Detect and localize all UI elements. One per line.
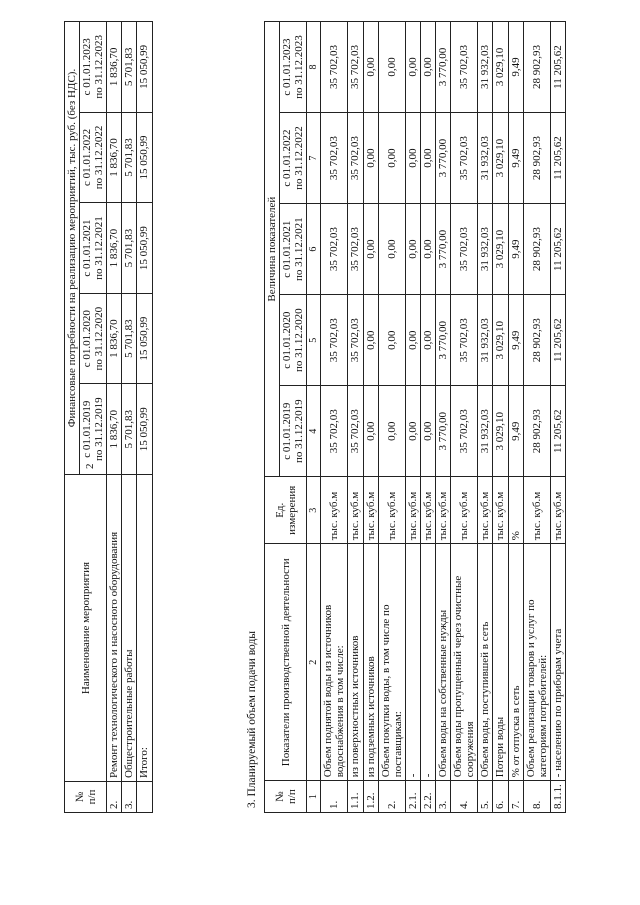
t2-cell-value: 9,49 xyxy=(508,113,523,204)
t2-cell-value: 0,00 xyxy=(420,22,435,113)
t2-row xyxy=(493,22,508,813)
t2-row xyxy=(348,22,363,813)
t2-cell-value: 35 702,03 xyxy=(348,386,363,477)
t2-cell-no: 2. xyxy=(378,781,405,813)
t2-header-no: № п/п xyxy=(265,781,307,813)
t2-cell-value: 3 770,00 xyxy=(436,295,451,386)
t2-cell-value: 0,00 xyxy=(363,22,378,113)
t2-cell-value: 0,00 xyxy=(378,204,405,295)
t1-cell-value: 15 050,99 xyxy=(137,203,152,294)
t2-cell-unit: тыс. куб.м xyxy=(436,477,451,544)
t1-cell-value: 5 701,83 xyxy=(122,293,137,384)
t1-cell-value: 5 701,83 xyxy=(122,203,137,294)
t1-cell-value: 15 050,99 xyxy=(137,293,152,384)
t1-header-financial: Финансовые потребности на реализацию мероприятий, тыс. руб. (без НДС). xyxy=(65,22,80,475)
t2-cell-value: 0,00 xyxy=(363,113,378,204)
t2-row xyxy=(550,22,565,813)
t2-cell-unit: тыс. куб.м xyxy=(405,477,420,544)
t2-cell-value: 3 029,10 xyxy=(493,22,508,113)
t2-cell-value: 3 029,10 xyxy=(493,295,508,386)
t1-cell-no: 3. xyxy=(122,782,137,813)
t1-header-name: Наименование мероприятия xyxy=(65,475,107,782)
t2-cell-value: 3 029,10 xyxy=(493,204,508,295)
t1-period-header: с 01.01.2023 по 31.12.2023 xyxy=(80,22,107,113)
t2-cell-value: 35 702,03 xyxy=(451,386,478,477)
t1-cell-value: 15 050,99 xyxy=(137,112,152,203)
t2-cell-value: 35 702,03 xyxy=(321,22,348,113)
t2-cell-value: 0,00 xyxy=(363,386,378,477)
t2-column-number: 2 xyxy=(307,544,321,781)
t1-row xyxy=(137,22,152,813)
t2-cell-unit: % xyxy=(508,477,523,544)
t1-cell-value: 1 836,70 xyxy=(107,293,122,384)
t2-cell-value: 35 702,03 xyxy=(348,22,363,113)
t2-row xyxy=(405,22,420,813)
t2-period-header: с 01.01.2020 по 31.12.2020 xyxy=(280,295,307,386)
t1-period-header: с 01.01.2020 по 31.12.2020 xyxy=(80,293,107,384)
t2-cell-no: 7. xyxy=(508,781,523,813)
t2-row xyxy=(363,22,378,813)
t2-cell-unit: тыс. куб.м xyxy=(523,477,550,544)
t2-cell-name: из подземных источников xyxy=(363,544,378,781)
t2-cell-value: 28 902,93 xyxy=(523,204,550,295)
page-number: 2 xyxy=(84,463,96,469)
t2-cell-no: 4. xyxy=(451,781,478,813)
t2-cell-name: Потери воды xyxy=(493,544,508,781)
t1-cell-value: 1 836,70 xyxy=(107,112,122,203)
t2-cell-unit: тыс. куб.м xyxy=(363,477,378,544)
t1-cell-value: 1 836,70 xyxy=(107,384,122,475)
t2-header-unit: Ед. измерения xyxy=(265,477,307,544)
t2-cell-name: Объем воды пропущенный через очистные сооружения xyxy=(451,544,478,781)
t2-period-header: с 01.01.2019 по 31.12.2019 xyxy=(280,386,307,477)
t2-cell-value: 28 902,93 xyxy=(523,386,550,477)
t2-cell-value: 3 029,10 xyxy=(493,386,508,477)
t2-cell-name: Объем покупки воды, в том числе по поставщикам: xyxy=(378,544,405,781)
t1-period-header: с 01.01.2022 по 31.12.2022 xyxy=(80,112,107,203)
t2-cell-value: 0,00 xyxy=(363,295,378,386)
t2-cell-value: 9,49 xyxy=(508,22,523,113)
t2-cell-name: Объем реализации товаров и услуг по категориям потребителей: xyxy=(523,544,550,781)
water-supply-table xyxy=(264,21,566,813)
t2-cell-value: 28 902,93 xyxy=(523,113,550,204)
t2-cell-no: 8. xyxy=(523,781,550,813)
t2-cell-value: 35 702,03 xyxy=(321,295,348,386)
t2-row xyxy=(321,22,348,813)
t1-period-header: с 01.01.2021 по 31.12.2021 xyxy=(80,203,107,294)
t2-cell-value: 11 205,62 xyxy=(550,295,565,386)
t2-row xyxy=(451,22,478,813)
t2-cell-value: 11 205,62 xyxy=(550,22,565,113)
t2-cell-value: 3 029,10 xyxy=(493,113,508,204)
t2-cell-value: 3 770,00 xyxy=(436,22,451,113)
t2-row xyxy=(523,22,550,813)
t2-cell-value: 3 770,00 xyxy=(436,204,451,295)
t2-cell-value: 35 702,03 xyxy=(348,113,363,204)
t2-cell-unit: тыс. куб.м xyxy=(478,477,493,544)
t2-cell-no: 1. xyxy=(321,781,348,813)
t2-cell-value: 35 702,03 xyxy=(321,386,348,477)
t1-cell-value: 15 050,99 xyxy=(137,22,152,113)
t2-cell-name: Объем поднятой воды из источников водоснабжения в том числе: xyxy=(321,544,348,781)
t1-row xyxy=(107,22,122,813)
t2-cell-value: 0,00 xyxy=(405,22,420,113)
t2-cell-value: 0,00 xyxy=(420,386,435,477)
t2-cell-value: 35 702,03 xyxy=(451,204,478,295)
t2-row xyxy=(508,22,523,813)
t1-cell-value: 1 836,70 xyxy=(107,22,122,113)
t2-cell-value: 0,00 xyxy=(378,22,405,113)
t2-cell-value: 0,00 xyxy=(378,295,405,386)
t2-cell-value: 31 932,03 xyxy=(478,295,493,386)
t2-cell-unit: тыс. куб.м xyxy=(550,477,565,544)
t2-cell-value: 28 902,93 xyxy=(523,22,550,113)
t2-cell-no: 8.1.1. xyxy=(550,781,565,813)
t2-column-number: 6 xyxy=(307,204,321,295)
t2-cell-unit: тыс. куб.м xyxy=(420,477,435,544)
t2-cell-unit: тыс. куб.м xyxy=(321,477,348,544)
t2-header-values: Величина показателей xyxy=(265,22,280,477)
t2-cell-value: 0,00 xyxy=(378,386,405,477)
t2-column-number: 8 xyxy=(307,22,321,113)
t2-cell-no: 1.1. xyxy=(348,781,363,813)
t2-cell-value: 35 702,03 xyxy=(451,295,478,386)
t2-cell-value: 35 702,03 xyxy=(348,204,363,295)
t1-header-no: № п/п xyxy=(65,782,107,813)
t2-row xyxy=(420,22,435,813)
t2-cell-value: 31 932,03 xyxy=(478,204,493,295)
t1-cell-name: Общестроительные работы xyxy=(122,475,137,782)
t2-cell-unit: тыс. куб.м xyxy=(378,477,405,544)
t2-cell-value: 0,00 xyxy=(405,386,420,477)
t1-cell-no: 2. xyxy=(107,782,122,813)
t2-cell-no: 2.2. xyxy=(420,781,435,813)
t2-cell-value: 11 205,62 xyxy=(550,113,565,204)
t2-period-header: с 01.01.2023 по 31.12.2023 xyxy=(280,22,307,113)
t2-cell-no: 3. xyxy=(436,781,451,813)
t1-cell-value: 1 836,70 xyxy=(107,203,122,294)
t2-cell-name: Объем воды, поступившей в сеть xyxy=(478,544,493,781)
section-title: 3. Планируемый объем подачи воды xyxy=(246,630,258,808)
t1-period-header: с 01.01.2019 по 31.12.2019 xyxy=(80,384,107,475)
t2-cell-value: 3 770,00 xyxy=(436,113,451,204)
financial-needs-table xyxy=(64,21,153,813)
t2-cell-name: из поверхностных источников xyxy=(348,544,363,781)
t2-cell-value: 35 702,03 xyxy=(451,22,478,113)
t2-period-header: с 01.01.2021 по 31.12.2021 xyxy=(280,204,307,295)
t2-cell-value: 35 702,03 xyxy=(451,113,478,204)
t1-cell-value: 5 701,83 xyxy=(122,22,137,113)
t2-cell-name: - населению по приборам учета xyxy=(550,544,565,781)
t2-cell-value: 35 702,03 xyxy=(321,204,348,295)
t2-cell-no: 1.2. xyxy=(363,781,378,813)
t2-cell-no: 2.1. xyxy=(405,781,420,813)
t1-cell-name: Итого: xyxy=(137,475,152,782)
t2-cell-value: 0,00 xyxy=(405,113,420,204)
t2-cell-unit: тыс. куб.м xyxy=(493,477,508,544)
t2-cell-value: 0,00 xyxy=(420,113,435,204)
t2-column-number: 3 xyxy=(307,477,321,544)
t1-row xyxy=(122,22,137,813)
t2-cell-unit: тыс. куб.м xyxy=(451,477,478,544)
t2-cell-value: 0,00 xyxy=(363,204,378,295)
t2-cell-name: - xyxy=(405,544,420,781)
t2-row xyxy=(478,22,493,813)
t2-row xyxy=(436,22,451,813)
t2-cell-unit: тыс. куб.м xyxy=(348,477,363,544)
t2-cell-value: 0,00 xyxy=(405,295,420,386)
t2-column-number: 7 xyxy=(307,113,321,204)
t2-cell-value: 35 702,03 xyxy=(348,295,363,386)
t1-cell-value: 5 701,83 xyxy=(122,384,137,475)
t2-cell-value: 3 770,00 xyxy=(436,386,451,477)
t2-period-header: с 01.01.2022 по 31.12.2022 xyxy=(280,113,307,204)
t2-header-name: Показатели производственной деятельности xyxy=(265,544,307,781)
t2-cell-value: 11 205,62 xyxy=(550,204,565,295)
t2-column-number: 4 xyxy=(307,386,321,477)
t2-cell-value: 31 932,03 xyxy=(478,113,493,204)
t2-cell-value: 35 702,03 xyxy=(321,113,348,204)
t2-cell-value: 0,00 xyxy=(405,204,420,295)
t1-cell-value: 5 701,83 xyxy=(122,112,137,203)
t2-row xyxy=(378,22,405,813)
t2-cell-value: 0,00 xyxy=(378,113,405,204)
t2-cell-value: 31 932,03 xyxy=(478,22,493,113)
t2-cell-value: 0,00 xyxy=(420,295,435,386)
t2-cell-value: 0,00 xyxy=(420,204,435,295)
t2-cell-value: 11 205,62 xyxy=(550,386,565,477)
t2-column-number: 1 xyxy=(307,781,321,813)
t2-cell-name: % от отпуска в сеть xyxy=(508,544,523,781)
t2-column-number: 5 xyxy=(307,295,321,386)
t2-cell-no: 6. xyxy=(493,781,508,813)
t2-cell-value: 9,49 xyxy=(508,204,523,295)
t1-cell-name: Ремонт технологического и насосного оборудования xyxy=(107,475,122,782)
t2-cell-value: 9,49 xyxy=(508,295,523,386)
t2-cell-value: 9,49 xyxy=(508,386,523,477)
t2-cell-name: - xyxy=(420,544,435,781)
t2-cell-value: 31 932,03 xyxy=(478,386,493,477)
t1-cell-value: 15 050,99 xyxy=(137,384,152,475)
t2-cell-no: 5. xyxy=(478,781,493,813)
t2-cell-name: Объем воды на собственные нужды xyxy=(436,544,451,781)
t2-cell-value: 28 902,93 xyxy=(523,295,550,386)
t1-cell-no xyxy=(137,782,152,813)
